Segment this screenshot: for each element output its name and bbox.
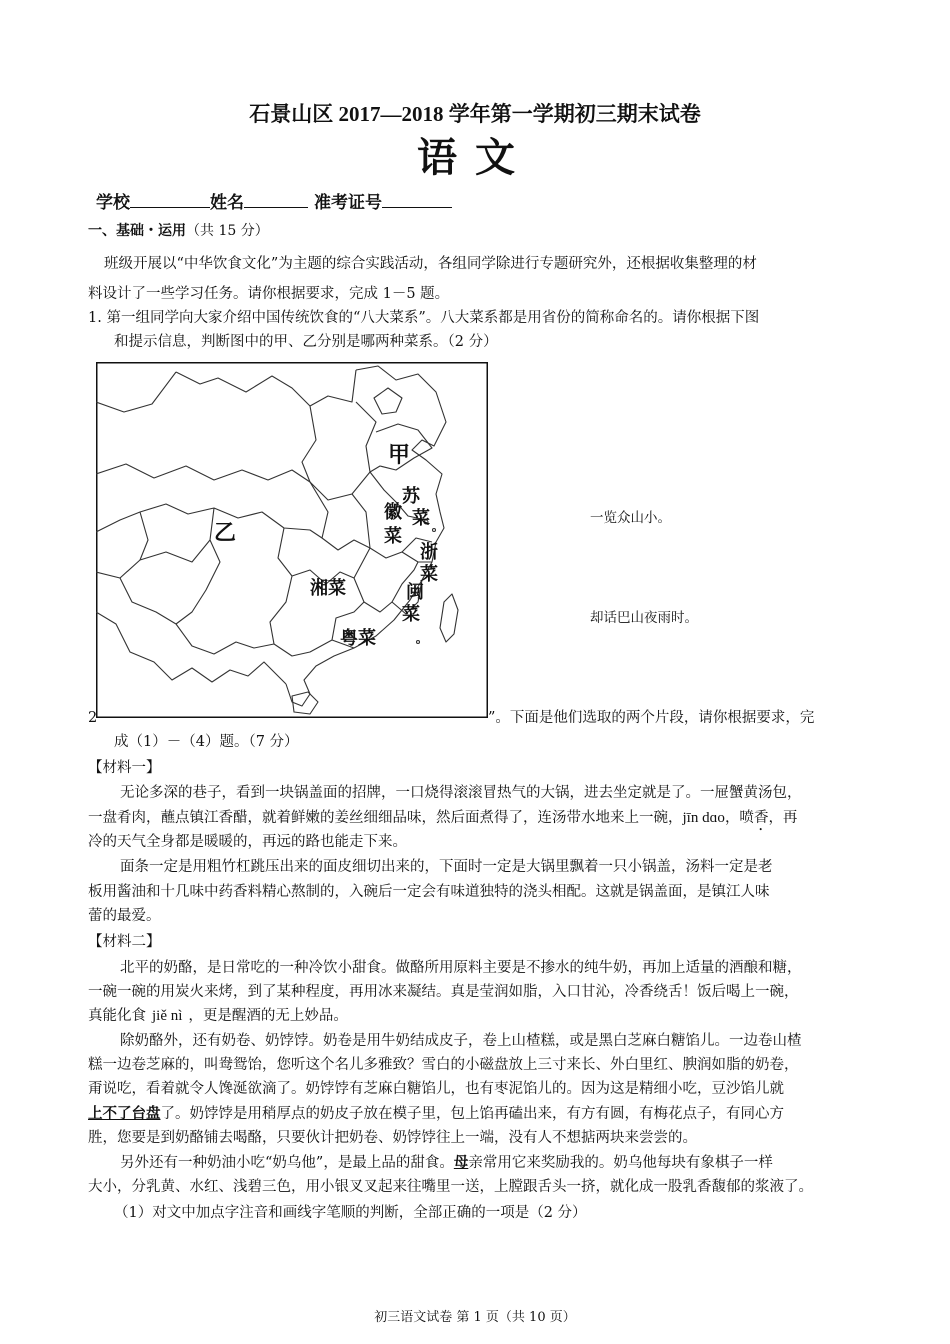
exam-id-label: 准考证号 [314,193,382,213]
q2-sub-1: （1）对文中加点字注音和画线字笔顺的判断，全部正确的一项是（2 分） [114,1205,587,1221]
section-points: （共 15 分） [186,223,269,239]
m2-p1-line-2: 一碗一碗的用炭火来烤，到了某种程度，再用冰来凝结。真是莹润如脂，入口甘沁，冷香绕舌！饭后喝上一碗， [88,984,799,1000]
exam-title: 石景山区 2017—2018 学年第一学期初三期末试卷 [249,102,701,126]
m2-underlined-phrase: 上不了台盘 [88,1106,161,1122]
subject-title: 语文 [417,135,533,181]
m2-p1-line-3-b: ，更是醒酒的无上妙品。 [188,1008,348,1024]
map-label-jia: 甲 [388,443,411,468]
student-info-line [96,188,452,213]
m1-p1-line-1: 无论多深的巷子，看到一块锅盖面的招牌，一口烧得滚滚冒热气的大锅，进去坐定就是了。一屉蟹黄汤包， [120,785,802,801]
m2-p2-line-4-b: 了。奶饽饽是用稍厚点的奶皮子放在模子里，包上馅再磕出来，有方有圆，有梅花点子，有同心方 [160,1106,784,1122]
m2-p3-line-1 [120,1151,773,1172]
name-label: 姓名 [210,193,244,213]
map-label-yue: 粤菜 [340,628,376,649]
china-regional-map [96,362,488,718]
map-label-min-cai: 菜 [402,604,420,625]
m2-p1-line-3-a: 真能化食 [88,1008,146,1024]
m1-p1-line-2-a: 一盘肴肉，蘸点镇江香醋，就着鲜嫩的姜丝细细品味，然后面煮得了，连汤带水地来上一碗， [88,810,683,826]
q2-number: 2 [88,710,98,726]
map-label-xiang: 湘菜 [310,578,346,599]
map-label-zhe-cai: 菜 [420,564,438,585]
q2-line-2: 成（1）－（4）题。（7 分） [114,734,299,750]
map-label-hui-cai: 菜 [384,526,402,547]
map-label-su-cai: 菜 [412,508,430,529]
map-label-yi: 乙 [214,521,237,546]
m2-pinyin-1: jiě nì [152,1008,183,1024]
hint-text-1: 一览众山小。 [590,510,671,526]
exam-id-blank [382,191,452,208]
m1-dotted-char: 香 [753,810,769,826]
m1-p2-line-1: 面条一定是用粗竹杠跳压出来的面皮细切出来的，下面时一定是大锅里飘着一只小锅盖，汤料一定是老 [120,859,773,875]
m2-p2-line-5: 胜，您要是到奶酪铺去喝酪，只要伙计把奶卷、奶饽饽往上一端，没有人不想掂两块来尝尝的。 [88,1130,697,1146]
m2-p2-line-1: 除奶酪外，还有奶卷、奶饽饽。奶卷是用牛奶结成皮子，卷上山楂糕，或是黑白芝麻白糖馅儿。一边卷山楂 [120,1033,802,1049]
school-label: 学校 [96,193,130,213]
m2-p3-line-1-b: 亲常用它来奖励我的。奶乌他每块有象棋子一样 [468,1155,773,1171]
m2-p2-line-2: 糕一边卷芝麻的，叫鸯鸳饴，您听这个名儿多雅致？雪白的小磁盘放上三寸来长、外白里红、腴润如脂的奶卷， [88,1057,799,1073]
map-label-zhe: 浙 [420,542,438,563]
intro-line-1: 班级开展以“中华饮食文化”为主题的综合实践活动，各组同学除进行专题研究外，还根据收集整理的材 [104,256,757,272]
m2-underlined-char: 母 [453,1154,469,1171]
intro-line-2: 料设计了一些学习任务。请你根据要求，完成 1－5 题。 [88,286,450,302]
m2-p3-line-1-a: 另外还有一种奶油小吃“奶乌他”，是最上品的甜食。 [120,1155,454,1171]
q2-line-1-tail: ”。下面是他们选取的两个片段，请你根据要求，完 [488,710,815,726]
m2-p3-line-2: 大小，分乳黄、水红、浅碧三色，用小银叉叉起来往嘴里一送，上膛跟舌头一挤，就化成一股乳香馥郁的浆液了。 [88,1179,813,1195]
material-1-label: 【材料一】 [88,760,161,776]
q1-line-1: 1. 第一组同学向大家介绍中国传统饮食的“八大菜系”。八大菜系都是用省份的简称命名的。请你根据下图 [88,310,760,326]
m1-p1-line-2-b: ，喷 [724,810,754,826]
m1-p1-line-3: 冷的天气全身都是暖暖的，再远的路也能走下来。 [88,834,407,850]
m2-p1-line-3 [88,1004,348,1025]
page-footer: 初三语文试卷 第 1 页（共 10 页） [374,1310,576,1325]
m1-p1-line-2-c: ，再 [768,810,798,826]
name-blank [244,191,308,208]
material-2-label: 【材料二】 [88,934,161,950]
section-heading-text: 一、基础・运用 [88,223,186,239]
m2-p1-line-1: 北平的奶酪，是日常吃的一种冷饮小甜食。做酪所用原料主要是不掺水的纯牛奶，再加上适量的酒酿和糖， [120,960,802,976]
school-blank [130,191,210,208]
m2-p2-line-3: 甭说吃，看着就令人馋涎欲滴了。奶饽饽有芝麻白糖馅儿，也有枣泥馅儿的。因为这是精细小吃，豆沙馅儿就 [88,1081,784,1097]
map-label-hui: 徽 [384,502,402,523]
map-label-su: 苏 [402,486,420,507]
m1-p2-line-3: 蕾的最爱。 [88,908,161,924]
map-label-min: 闽 [406,582,424,603]
m1-pinyin-1: jīn dɑo [682,810,725,826]
m1-p2-line-2: 板用酱油和十几味中药香料精心熬制的，入碗后一定会有味道独特的浇头相配。这就是锅盖面，是镇江人味 [88,884,770,900]
hint-text-2: 却话巴山夜雨时。 [590,610,698,626]
m2-p2-line-4 [88,1102,784,1123]
section-heading [88,220,269,240]
q1-line-2: 和提示信息，判断图中的甲、乙分别是哪两种菜系。（2 分） [114,334,498,350]
